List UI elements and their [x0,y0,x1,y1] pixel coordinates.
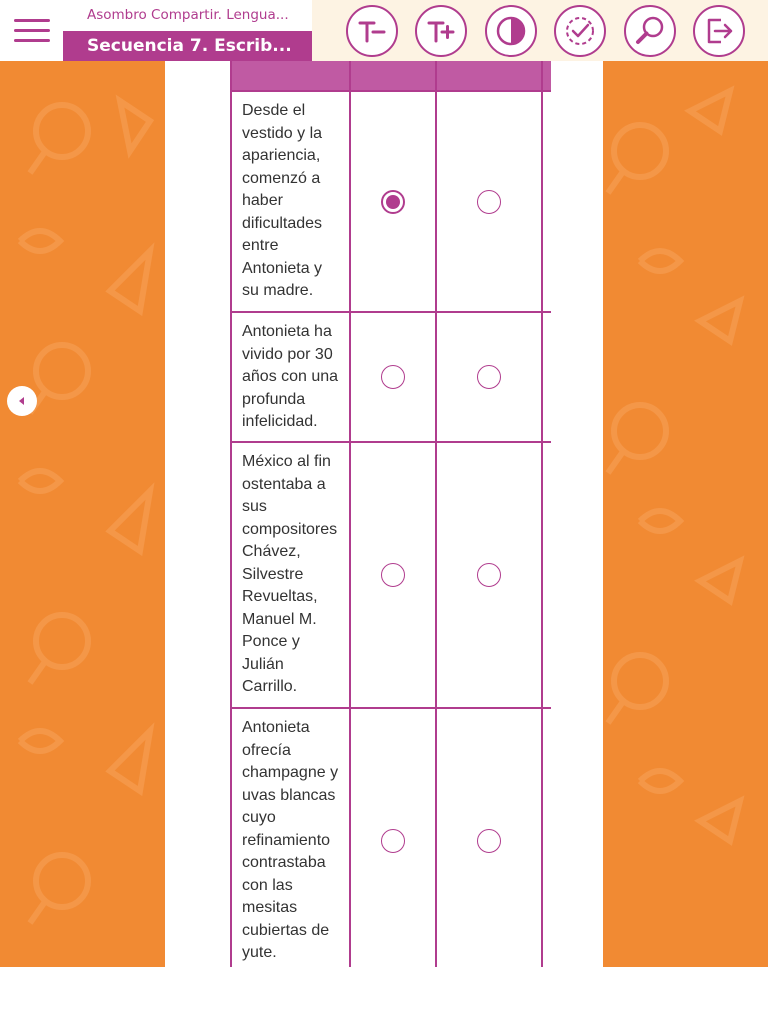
exit-icon [702,14,736,48]
text-decrease-icon [355,14,389,48]
menu-icon-bar [14,39,50,42]
search-icon [633,14,667,48]
option-cell [437,709,543,967]
option-cell [351,313,437,441]
option-cell [351,443,437,707]
progress-check-button[interactable] [554,5,606,57]
radio-option-1[interactable] [381,190,405,214]
contrast-icon [494,14,528,48]
statement-text: Desde el vestido y la apariencia, comenzó a haber dificultades entre Antonieta y su madre. [242,102,323,299]
text-decrease-button[interactable] [346,5,398,57]
statement-table [230,61,551,967]
table-row [230,313,551,443]
option-cell [351,92,437,311]
statement-text: Antonieta ha vivido por 30 años con una profunda infelicidad. [242,323,339,430]
radio-option-1[interactable] [381,829,405,853]
search-button[interactable] [624,5,676,57]
option-cell [351,709,437,967]
text-increase-button[interactable] [415,5,467,57]
header-cell-option-1 [351,61,437,90]
section-title[interactable]: Secuencia 7. Escrib... [63,31,312,61]
text-increase-icon [424,14,458,48]
table-row [230,92,551,313]
statement-cell [230,709,351,967]
option-cell [437,313,543,441]
statement-cell [230,443,351,707]
hamburger-menu-button[interactable] [0,0,63,61]
radio-option-2[interactable] [477,190,501,214]
menu-icon-bar [14,19,50,22]
arrow-left-icon [16,395,28,407]
header-cell-option-2 [437,61,543,90]
radio-option-2[interactable] [477,563,501,587]
header-cell-statement [230,61,351,90]
option-cell [437,443,543,707]
radio-option-2[interactable] [477,829,501,853]
title-box [63,0,312,61]
option-cell-clipped [543,313,551,441]
radio-option-1[interactable] [381,365,405,389]
option-cell [437,92,543,311]
menu-icon-bar [14,29,50,32]
statement-text: México al fin ostentaba a sus compositores Chávez, Silvestre Revueltas, Manuel M. Ponce y Julián Carrillo. [242,453,338,695]
exit-button[interactable] [693,5,745,57]
table-row [230,709,551,967]
content-panel [165,61,603,967]
radio-option-2[interactable] [477,365,501,389]
check-progress-icon [563,14,597,48]
option-cell-clipped [543,443,551,707]
statement-cell [230,313,351,441]
option-cell-clipped [543,92,551,311]
header-cell-option-3 [543,61,551,90]
table-row [230,443,551,709]
app-header [0,0,768,61]
option-cell-clipped [543,709,551,967]
bottom-bar [0,967,768,1024]
statement-cell [230,92,351,311]
previous-page-button[interactable] [7,386,37,416]
book-subtitle: Asombro Compartir. Lengua... [63,0,312,31]
radio-option-1[interactable] [381,563,405,587]
contrast-button[interactable] [485,5,537,57]
table-header-row [230,61,551,92]
statement-text: Antonieta ofrecía champagne y uvas blancas cuyo refinamiento contrastaba con las mesitas cubiertas de yute. [242,719,339,961]
